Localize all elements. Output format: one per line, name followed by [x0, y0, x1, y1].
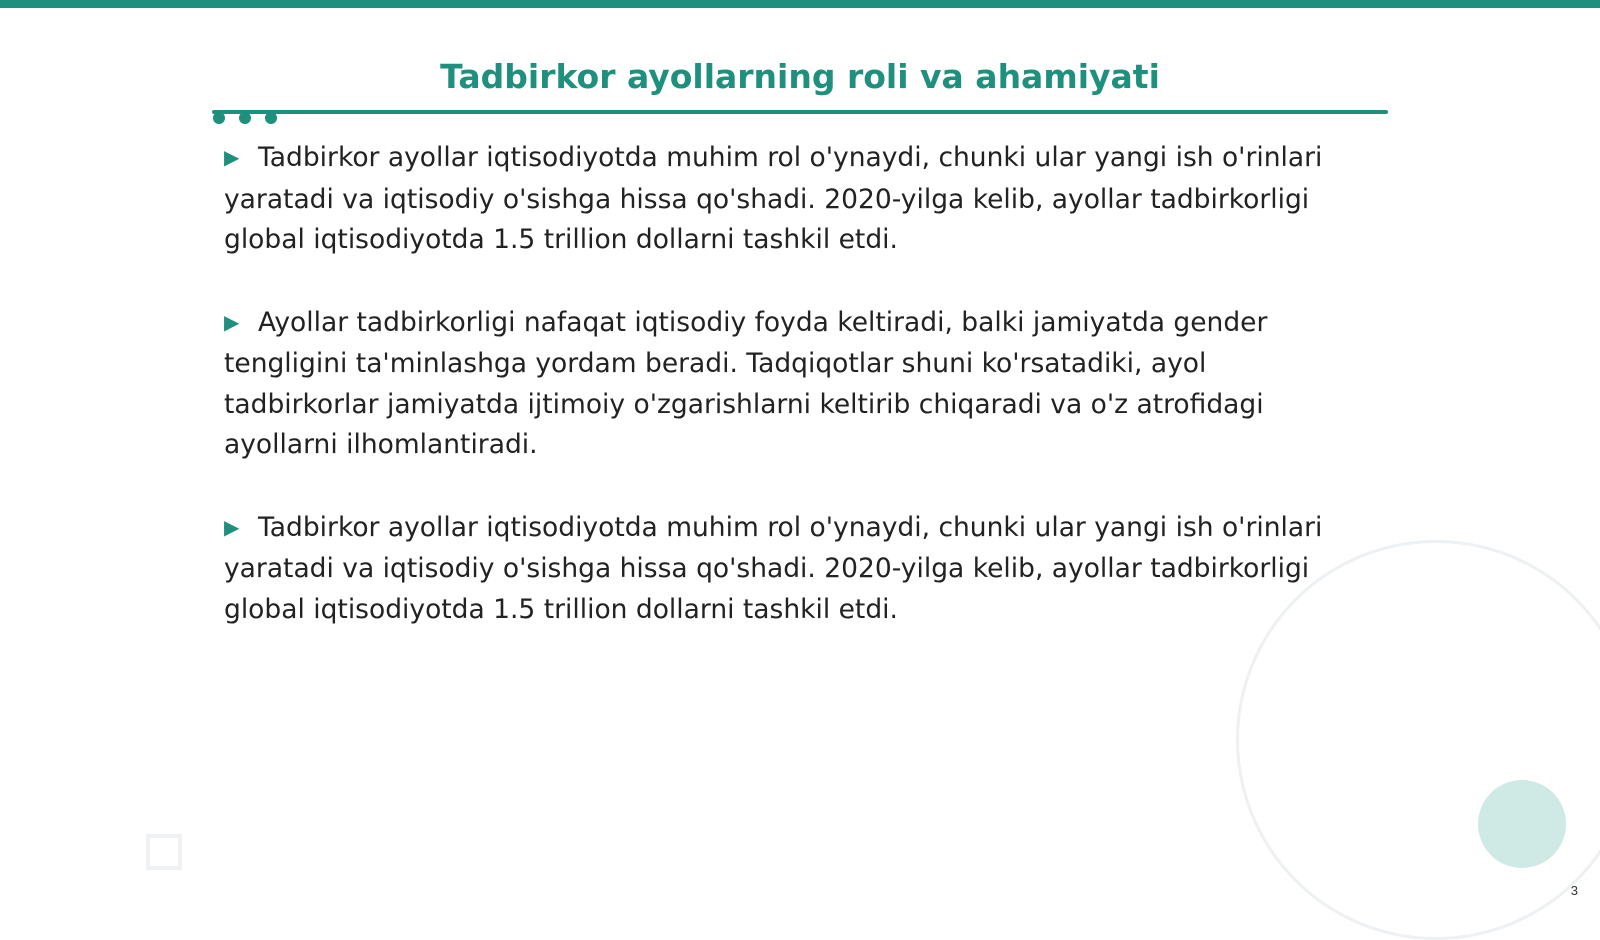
- paragraph-text: Tadbirkor ayollar iqtisodiyotda muhim rol o'ynaydi, chunki ular yangi ish o'rinlari yaratadi va iqtisodiy o'sishga hissa qo'shadi. 2020-yilga kelib, ayollar tadbirkorligi global iqtisodiyotda 1.5 trillion dollarni tashkil etdi.: [224, 142, 1323, 255]
- title-underline: [212, 110, 1388, 114]
- bullet-paragraph: [224, 303, 1354, 466]
- triangle-right-icon: ▶: [224, 309, 240, 334]
- top-accent-bar: [0, 0, 1600, 8]
- page-number: 3: [1570, 883, 1578, 898]
- underline-dot-icon: [265, 112, 277, 124]
- underline-dot-icon: [213, 112, 225, 124]
- paragraph-text: Ayollar tadbirkorligi nafaqat iqtisodiy foyda keltiradi, balki jamiyatda gender tengligini ta'minlashga yordam beradi. Tadqiqotlar shuni ko'rsatadiki, ayol tadbirkorlar jamiyatda ijtimoiy o'zgarishlarni keltirib chiqaradi va o'z atrofidagi ayollarni ilhomlantiradi.: [224, 306, 1268, 460]
- bullet-paragraph: [224, 508, 1354, 631]
- slide-body: [224, 138, 1354, 672]
- underline-dot-icon: [239, 112, 251, 124]
- decorative-square: [146, 834, 182, 870]
- decorative-circle: [1478, 780, 1566, 868]
- bullet-paragraph: [224, 138, 1354, 261]
- triangle-right-icon: ▶: [224, 145, 240, 169]
- slide-title: Tadbirkor ayollarning roli va ahamiyati: [440, 57, 1160, 96]
- triangle-right-icon: ▶: [224, 514, 240, 539]
- paragraph-text: Tadbirkor ayollar iqtisodiyotda muhim rol o'ynaydi, chunki ular yangi ish o'rinlari yaratadi va iqtisodiy o'sishga hissa qo'shadi. 2020-yilga kelib, ayollar tadbirkorligi global iqtisodiyotda 1.5 trillion dollarni tashkil etdi.: [224, 511, 1323, 625]
